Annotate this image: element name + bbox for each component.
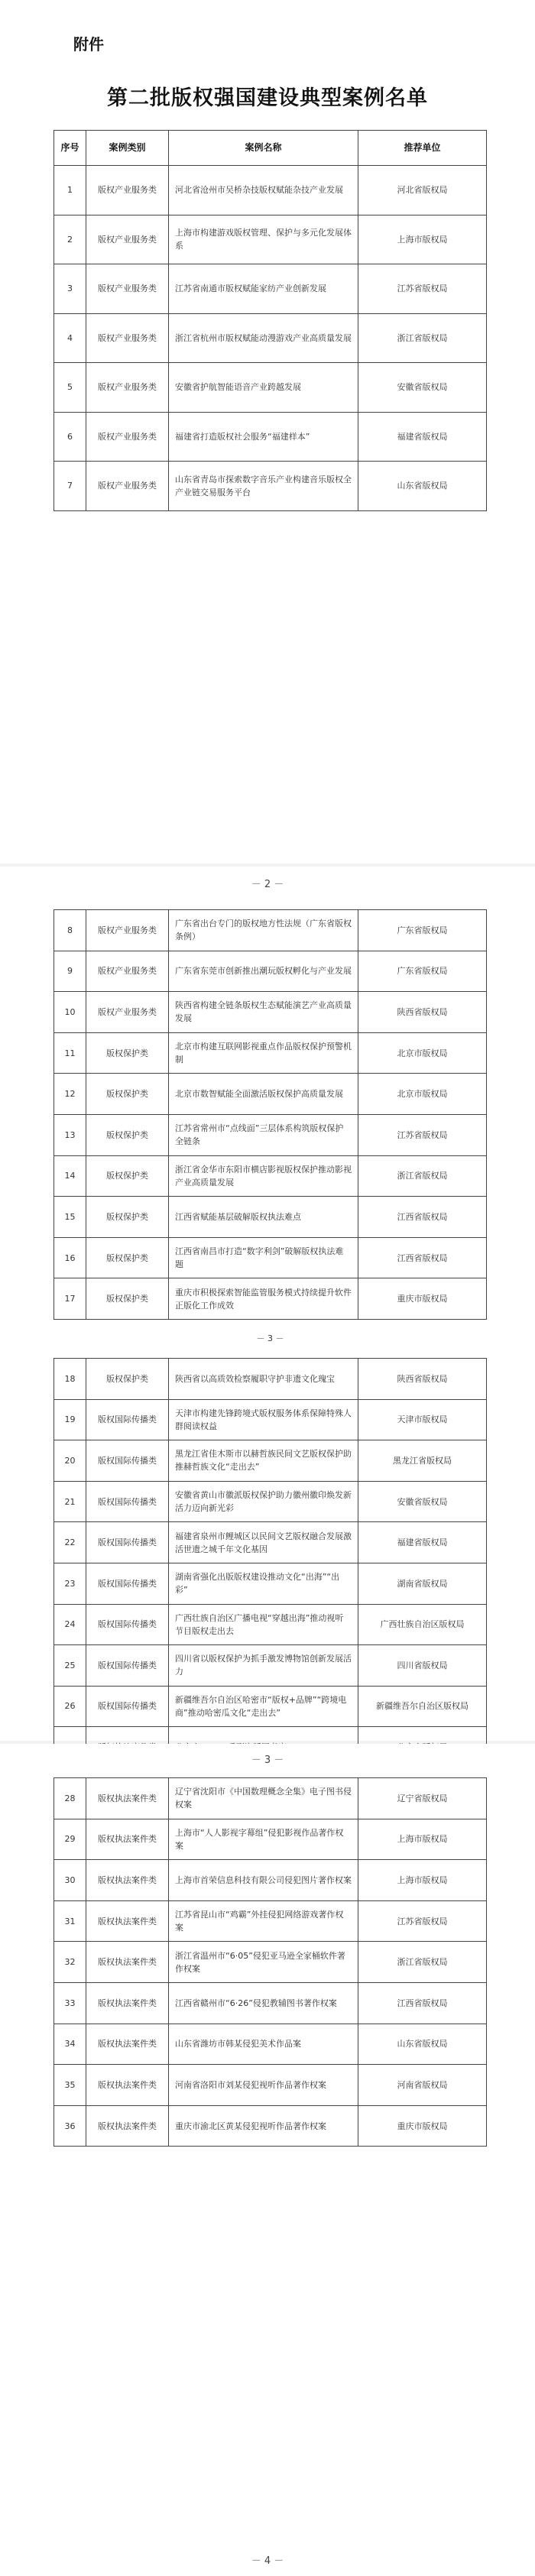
row-recommender: 山东省版权局 xyxy=(358,462,487,511)
row-index: 33 xyxy=(54,1982,86,2024)
row-case-name: 陕西省以高质效检察履职守护非遗文化瑰宝 xyxy=(169,1358,358,1399)
header-category: 案例类别 xyxy=(86,131,169,166)
table-row xyxy=(54,264,487,314)
row-index: 2 xyxy=(54,215,86,264)
row-case-name: 江西省赣州市“6·26”侵犯教辅图书著作权案 xyxy=(169,1982,358,2024)
table-row xyxy=(54,951,487,992)
row-index: 10 xyxy=(54,992,86,1033)
table-row xyxy=(54,1819,487,1860)
table-row xyxy=(54,2105,487,2147)
row-case-name: 山东省潍坊市韩某侵犯美术作品案 xyxy=(169,2024,358,2065)
row-index: 5 xyxy=(54,363,86,413)
row-recommender: 重庆市版权局 xyxy=(358,1278,487,1320)
row-case-name: 江苏省常州市“点线面”三层体系构筑版权保护全链条 xyxy=(169,1114,358,1155)
row-recommender: 广东省版权局 xyxy=(358,910,487,951)
table-row xyxy=(54,2024,487,2065)
row-category: 版权保护类 xyxy=(86,1074,169,1115)
table-row xyxy=(54,1440,487,1482)
row-index: 29 xyxy=(54,1819,86,1860)
row-category: 版权执法案件类 xyxy=(86,1860,169,1901)
row-case-name: 上海市构建游戏版权管理、保护与多元化发展体系 xyxy=(169,215,358,264)
row-recommender: 江苏省版权局 xyxy=(358,1114,487,1155)
row-category: 版权产业服务类 xyxy=(86,166,169,215)
row-category: 版权国际传播类 xyxy=(86,1399,169,1440)
table-row xyxy=(54,1900,487,1942)
table-row xyxy=(54,1155,487,1197)
row-case-name: 浙江省金华市东阳市横店影视版权保护推动影视产业高质量发展 xyxy=(169,1155,358,1197)
table-row xyxy=(54,1645,487,1687)
row-case-name: 辽宁省沈阳市《中国数理概念全集》电子图书侵权案 xyxy=(169,1778,358,1819)
row-category: 版权产业服务类 xyxy=(86,215,169,264)
table-row xyxy=(54,1778,487,1819)
row-category: 版权执法案件类 xyxy=(86,2105,169,2147)
row-case-name: 上海市首荣信息科技有限公司侵犯图片著作权案 xyxy=(169,1860,358,1901)
row-recommender: 重庆市版权局 xyxy=(358,2105,487,2147)
row-category: 版权国际传播类 xyxy=(86,1563,169,1604)
row-category: 版权国际传播类 xyxy=(86,1481,169,1522)
row-category: 版权保护类 xyxy=(86,1114,169,1155)
row-index: 13 xyxy=(54,1114,86,1155)
row-case-name: 北京市数智赋能全面激活版权保护高质量发展 xyxy=(169,1074,358,1115)
case-table xyxy=(54,909,487,1768)
document-page-1 xyxy=(0,0,535,864)
row-index: 30 xyxy=(54,1860,86,1901)
row-recommender: 江苏省版权局 xyxy=(358,264,487,314)
row-category: 版权产业服务类 xyxy=(86,412,169,462)
row-case-name: 陕西省构建全链条版权生态赋能演艺产业高质量发展 xyxy=(169,992,358,1033)
row-index: 23 xyxy=(54,1563,86,1604)
row-recommender: 上海市版权局 xyxy=(358,215,487,264)
row-index: 24 xyxy=(54,1604,86,1645)
row-index: 19 xyxy=(54,1399,86,1440)
row-index: 28 xyxy=(54,1778,86,1819)
table-row xyxy=(54,313,487,363)
page-number: － 2 － xyxy=(251,879,284,890)
row-category: 版权执法案件类 xyxy=(86,2024,169,2065)
row-recommender: 天津市版权局 xyxy=(358,1399,487,1440)
row-index: 32 xyxy=(54,1942,86,1983)
row-category: 版权保护类 xyxy=(86,1032,169,1074)
case-table xyxy=(54,1777,487,2147)
row-case-name: 河南省洛阳市刘某侵犯视听作品著作权案 xyxy=(169,2065,358,2106)
row-category: 版权国际传播类 xyxy=(86,1604,169,1645)
row-index: 7 xyxy=(54,462,86,511)
row-index: 9 xyxy=(54,951,86,992)
row-case-name: 北京市构建互联网影视重点作品版权保护预警机制 xyxy=(169,1032,358,1074)
table-row xyxy=(54,1522,487,1563)
row-category: 版权保护类 xyxy=(86,1197,169,1238)
row-recommender: 安徽省版权局 xyxy=(358,1481,487,1522)
row-index: 36 xyxy=(54,2105,86,2147)
row-index: 25 xyxy=(54,1645,86,1687)
row-recommender: 广东省版权局 xyxy=(358,951,487,992)
table-row xyxy=(54,1860,487,1901)
row-recommender: 江西省版权局 xyxy=(358,1982,487,2024)
table-row xyxy=(54,1114,487,1155)
table-row xyxy=(54,1481,487,1522)
row-index: 4 xyxy=(54,313,86,363)
table-row xyxy=(54,2065,487,2106)
table-row xyxy=(54,1942,487,1983)
row-case-name: 山东省青岛市探索数字音乐产业构建音乐版权全产业链交易服务平台 xyxy=(169,462,358,511)
row-case-name: 黑龙江省佳木斯市以赫哲族民间文艺版权保护助推赫哲族文化“走出去” xyxy=(169,1440,358,1482)
row-recommender: 广西壮族自治区版权局 xyxy=(358,1604,487,1645)
row-category: 版权执法案件类 xyxy=(86,1942,169,1983)
attachment-label: 附件 xyxy=(73,35,104,53)
row-case-name: 重庆市渝北区黄某侵犯视听作品著作权案 xyxy=(169,2105,358,2147)
row-recommender: 福建省版权局 xyxy=(358,412,487,462)
row-index: 34 xyxy=(54,2024,86,2065)
row-case-name: 广西壮族自治区广播电视“穿越出海”推动视听节目版权走出去 xyxy=(169,1604,358,1645)
row-category: 版权产业服务类 xyxy=(86,313,169,363)
table-header-row xyxy=(54,131,487,166)
row-index: 21 xyxy=(54,1481,86,1522)
row-case-name: 江西省南昌市打造“数字利剑”破解版权执法难题 xyxy=(169,1237,358,1278)
table-row xyxy=(54,1074,487,1115)
row-category: 版权执法案件类 xyxy=(86,1819,169,1860)
document-title: 第二批版权强国建设典型案例名单 xyxy=(107,86,428,110)
row-case-name: 安徽省护航智能语音产业跨越发展 xyxy=(169,363,358,413)
row-case-name: 广东省出台专门的版权地方性法规（广东省版权条例） xyxy=(169,910,358,951)
row-case-name: 上海市“人人影视字幕组”侵犯影视作品著作权案 xyxy=(169,1819,358,1860)
row-case-name: 福建省打造版权社会服务“福建样本” xyxy=(169,412,358,462)
table-row xyxy=(54,363,487,413)
row-case-name: 四川省以版权保护为抓手激发博物馆创新发展活力 xyxy=(169,1645,358,1687)
row-category: 版权执法案件类 xyxy=(86,1900,169,1942)
row-recommender: 新疆维吾尔自治区版权局 xyxy=(358,1686,487,1727)
table-row xyxy=(54,215,487,264)
row-case-name: 重庆市积极探索智能监管服务模式持续提升软件正版化工作成效 xyxy=(169,1278,358,1320)
table-row xyxy=(54,1604,487,1645)
row-recommender: 江西省版权局 xyxy=(358,1197,487,1238)
row-category: 版权产业服务类 xyxy=(86,363,169,413)
row-recommender: 江西省版权局 xyxy=(358,1237,487,1278)
table-row xyxy=(54,412,487,462)
header-case-name: 案例名称 xyxy=(169,131,358,166)
table-row xyxy=(54,910,487,951)
row-case-name: 湖南省强化出版版权建设推动文化“出海”“出彩” xyxy=(169,1563,358,1604)
row-category: 版权执法案件类 xyxy=(86,1982,169,2024)
row-recommender: 河北省版权局 xyxy=(358,166,487,215)
row-case-name: 安徽省黄山市徽派版权保护助力徽州徽印焕发新活力迈向新光彩 xyxy=(169,1481,358,1522)
row-recommender: 上海市版权局 xyxy=(358,1819,487,1860)
row-index: 22 xyxy=(54,1522,86,1563)
row-category: 版权产业服务类 xyxy=(86,264,169,314)
row-case-name: 天津市构建先锋跨境式版权服务体系保障特殊人群阅读权益 xyxy=(169,1399,358,1440)
page-number: － 3 － xyxy=(251,1755,284,1766)
table-row xyxy=(54,1278,487,1320)
row-category: 版权国际传播类 xyxy=(86,1645,169,1687)
table-row xyxy=(54,992,487,1033)
row-category: 版权国际传播类 xyxy=(86,1440,169,1482)
row-index: 3 xyxy=(54,264,86,314)
row-index: 17 xyxy=(54,1278,86,1320)
row-case-name: 广东省东莞市创新推出潮玩版权孵化与产业发展 xyxy=(169,951,358,992)
table-row xyxy=(54,1032,487,1074)
row-category: 版权保护类 xyxy=(86,1358,169,1399)
row-index: 18 xyxy=(54,1358,86,1399)
table-row xyxy=(54,1358,487,1399)
table-row xyxy=(54,1563,487,1604)
page-break xyxy=(54,1319,487,1358)
page-number: － 4 － xyxy=(251,2555,284,2567)
table-row xyxy=(54,1982,487,2024)
row-index: 20 xyxy=(54,1440,86,1482)
row-index: 6 xyxy=(54,412,86,462)
row-recommender: 浙江省版权局 xyxy=(358,313,487,363)
table-row xyxy=(54,166,487,215)
row-category: 版权保护类 xyxy=(86,1155,169,1197)
row-recommender: 四川省版权局 xyxy=(358,1645,487,1687)
document-page-2 xyxy=(0,867,535,1741)
row-recommender: 浙江省版权局 xyxy=(358,1942,487,1983)
row-category: 版权执法案件类 xyxy=(86,2065,169,2106)
row-index: 12 xyxy=(54,1074,86,1115)
row-case-name: 河北省沧州市吴桥杂技版权赋能杂技产业发展 xyxy=(169,166,358,215)
row-recommender: 湖南省版权局 xyxy=(358,1563,487,1604)
table-row xyxy=(54,1686,487,1727)
row-category: 版权产业服务类 xyxy=(86,462,169,511)
row-case-name: 新疆维吾尔自治区哈密市“版权+品牌”“跨境电商”推动哈密瓜文化“走出去” xyxy=(169,1686,358,1727)
row-index: 26 xyxy=(54,1686,86,1727)
row-recommender: 福建省版权局 xyxy=(358,1522,487,1563)
row-index: 8 xyxy=(54,910,86,951)
table-row xyxy=(54,1399,487,1440)
row-recommender: 陕西省版权局 xyxy=(358,1358,487,1399)
table-row xyxy=(54,1237,487,1278)
row-index: 11 xyxy=(54,1032,86,1074)
row-recommender: 江苏省版权局 xyxy=(358,1900,487,1942)
row-case-name: 福建省泉州市鲤城区以民间文艺版权融合发展激活世遗之城千年文化基因 xyxy=(169,1522,358,1563)
row-recommender: 黑龙江省版权局 xyxy=(358,1440,487,1482)
row-case-name: 江苏省昆山市“鸡霸”外挂侵犯网络游戏著作权案 xyxy=(169,1900,358,1942)
row-index: 15 xyxy=(54,1197,86,1238)
row-recommender: 北京市版权局 xyxy=(358,1074,487,1115)
row-recommender: 陕西省版权局 xyxy=(358,992,487,1033)
row-category: 版权产业服务类 xyxy=(86,992,169,1033)
row-index: 1 xyxy=(54,166,86,215)
row-case-name: 浙江省温州市“6·05”侵犯亚马逊全家桶软件著作权案 xyxy=(169,1942,358,1983)
row-category: 版权执法案件类 xyxy=(86,1778,169,1819)
row-category: 版权产业服务类 xyxy=(86,951,169,992)
header-recommender: 推荐单位 xyxy=(358,131,487,166)
table-row xyxy=(54,1197,487,1238)
row-case-name: 江西省赋能基层破解版权执法难点 xyxy=(169,1197,358,1238)
row-index: 16 xyxy=(54,1237,86,1278)
row-index: 35 xyxy=(54,2065,86,2106)
page-number: － 3 － xyxy=(54,1319,487,1358)
row-case-name: 江苏省南通市版权赋能家纺产业创新发展 xyxy=(169,264,358,314)
row-category: 版权保护类 xyxy=(86,1278,169,1320)
row-category: 版权保护类 xyxy=(86,1237,169,1278)
row-recommender: 浙江省版权局 xyxy=(358,1155,487,1197)
table-row xyxy=(54,462,487,511)
row-index: 31 xyxy=(54,1900,86,1942)
row-recommender: 上海市版权局 xyxy=(358,1860,487,1901)
row-recommender: 辽宁省版权局 xyxy=(358,1778,487,1819)
row-recommender: 河南省版权局 xyxy=(358,2065,487,2106)
row-category: 版权国际传播类 xyxy=(86,1686,169,1727)
row-recommender: 安徽省版权局 xyxy=(358,363,487,413)
case-table xyxy=(54,130,487,511)
row-recommender: 山东省版权局 xyxy=(358,2024,487,2065)
row-case-name: 浙江省杭州市版权赋能动漫游戏产业高质量发展 xyxy=(169,313,358,363)
row-category: 版权产业服务类 xyxy=(86,910,169,951)
document-page-3 xyxy=(0,1744,535,2576)
row-recommender: 北京市版权局 xyxy=(358,1032,487,1074)
row-index: 14 xyxy=(54,1155,86,1197)
header-index: 序号 xyxy=(54,131,86,166)
row-category: 版权国际传播类 xyxy=(86,1522,169,1563)
